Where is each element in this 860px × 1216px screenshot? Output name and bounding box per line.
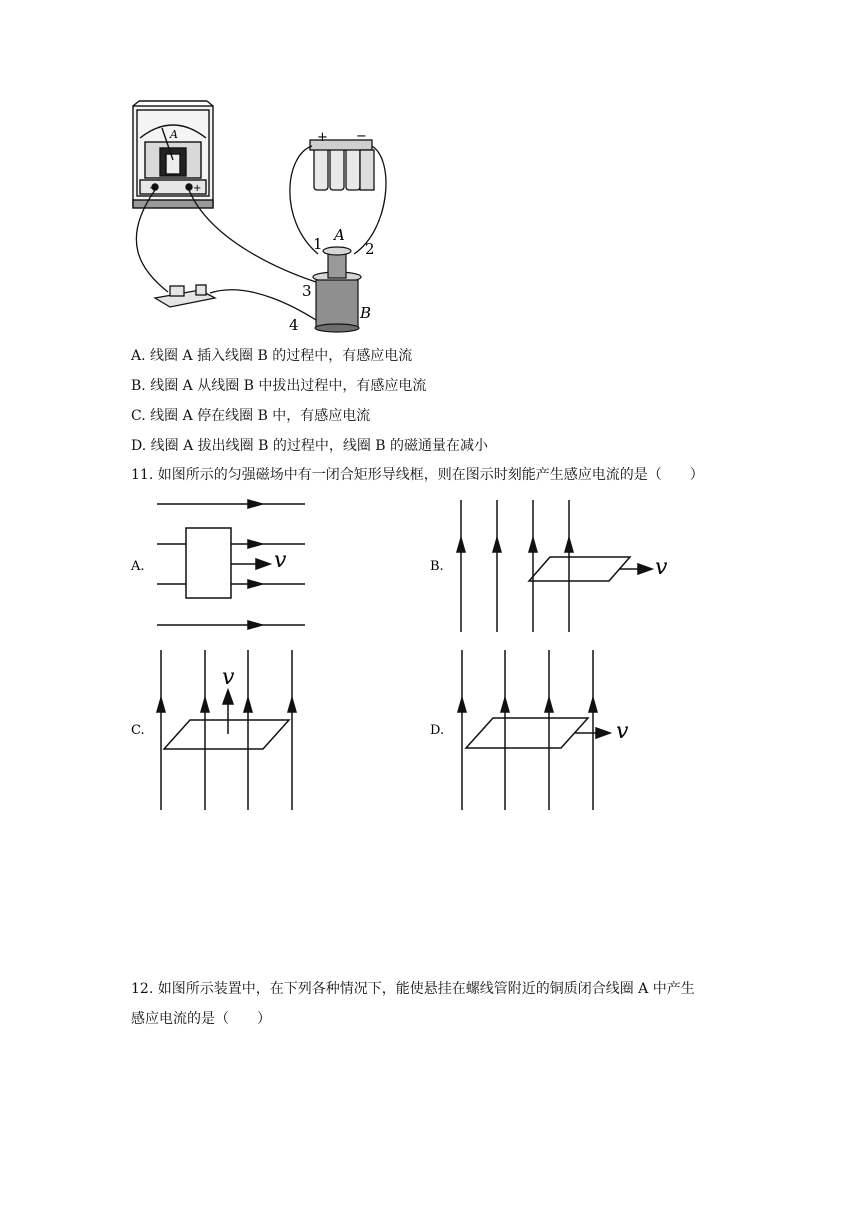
figure-d-frame	[466, 718, 588, 748]
coil-b-label: B	[360, 304, 372, 322]
meter-plus: +	[193, 183, 202, 194]
figure-d-field-lines	[458, 650, 597, 810]
q10-option-b: B. 线圈 A 从线圈 B 中拔出过程中，有感应电流	[131, 378, 427, 394]
figure-b-label: B.	[430, 559, 444, 574]
q12-stem-line1: 12. 如图所示装置中，在下列各种情况下，能使悬挂在螺线管附近的铜质闭合线圈 A 中产生	[131, 981, 695, 997]
figure-a-label: A.	[131, 559, 145, 574]
figure-d-label: D.	[430, 723, 445, 738]
figure-c-label: C.	[131, 723, 145, 738]
terminal-1: 1	[313, 235, 323, 253]
q10-option-d: D. 线圈 A 拔出线圈 B 的过程中，线圈 B 的磁通量在减小	[131, 438, 489, 454]
figure-a-frame	[186, 528, 231, 598]
meter-minus: −	[149, 183, 158, 194]
q10-option-a: A. 线圈 A 插入线圈 B 的过程中，有感应电流	[131, 348, 413, 364]
battery-plus: +	[317, 130, 328, 145]
meter-letter: A	[170, 128, 178, 141]
figure-a-velocity: v	[274, 548, 287, 573]
figure-b-field-lines	[457, 500, 573, 632]
figure-c-frame	[164, 720, 289, 749]
terminal-3: 3	[302, 282, 312, 300]
figure-d-velocity: v	[616, 719, 629, 744]
figure-b-frame	[529, 557, 630, 581]
q10-option-c: C. 线圈 A 停在线圈 B 中，有感应电流	[131, 408, 371, 424]
figure-b-velocity: v	[655, 555, 668, 580]
terminal-4: 4	[289, 316, 299, 334]
terminal-2: 2	[365, 240, 375, 258]
figure-c-velocity: v	[222, 665, 235, 690]
q12-stem-line2: 感应电流的是（ ）	[131, 1011, 271, 1027]
battery-minus: −	[356, 129, 367, 144]
q11-stem: 11. 如图所示的匀强磁场中有一闭合矩形导线框，则在图示时刻能产生感应电流的是（ ）	[131, 467, 704, 483]
coil-a-label: A	[334, 226, 345, 244]
